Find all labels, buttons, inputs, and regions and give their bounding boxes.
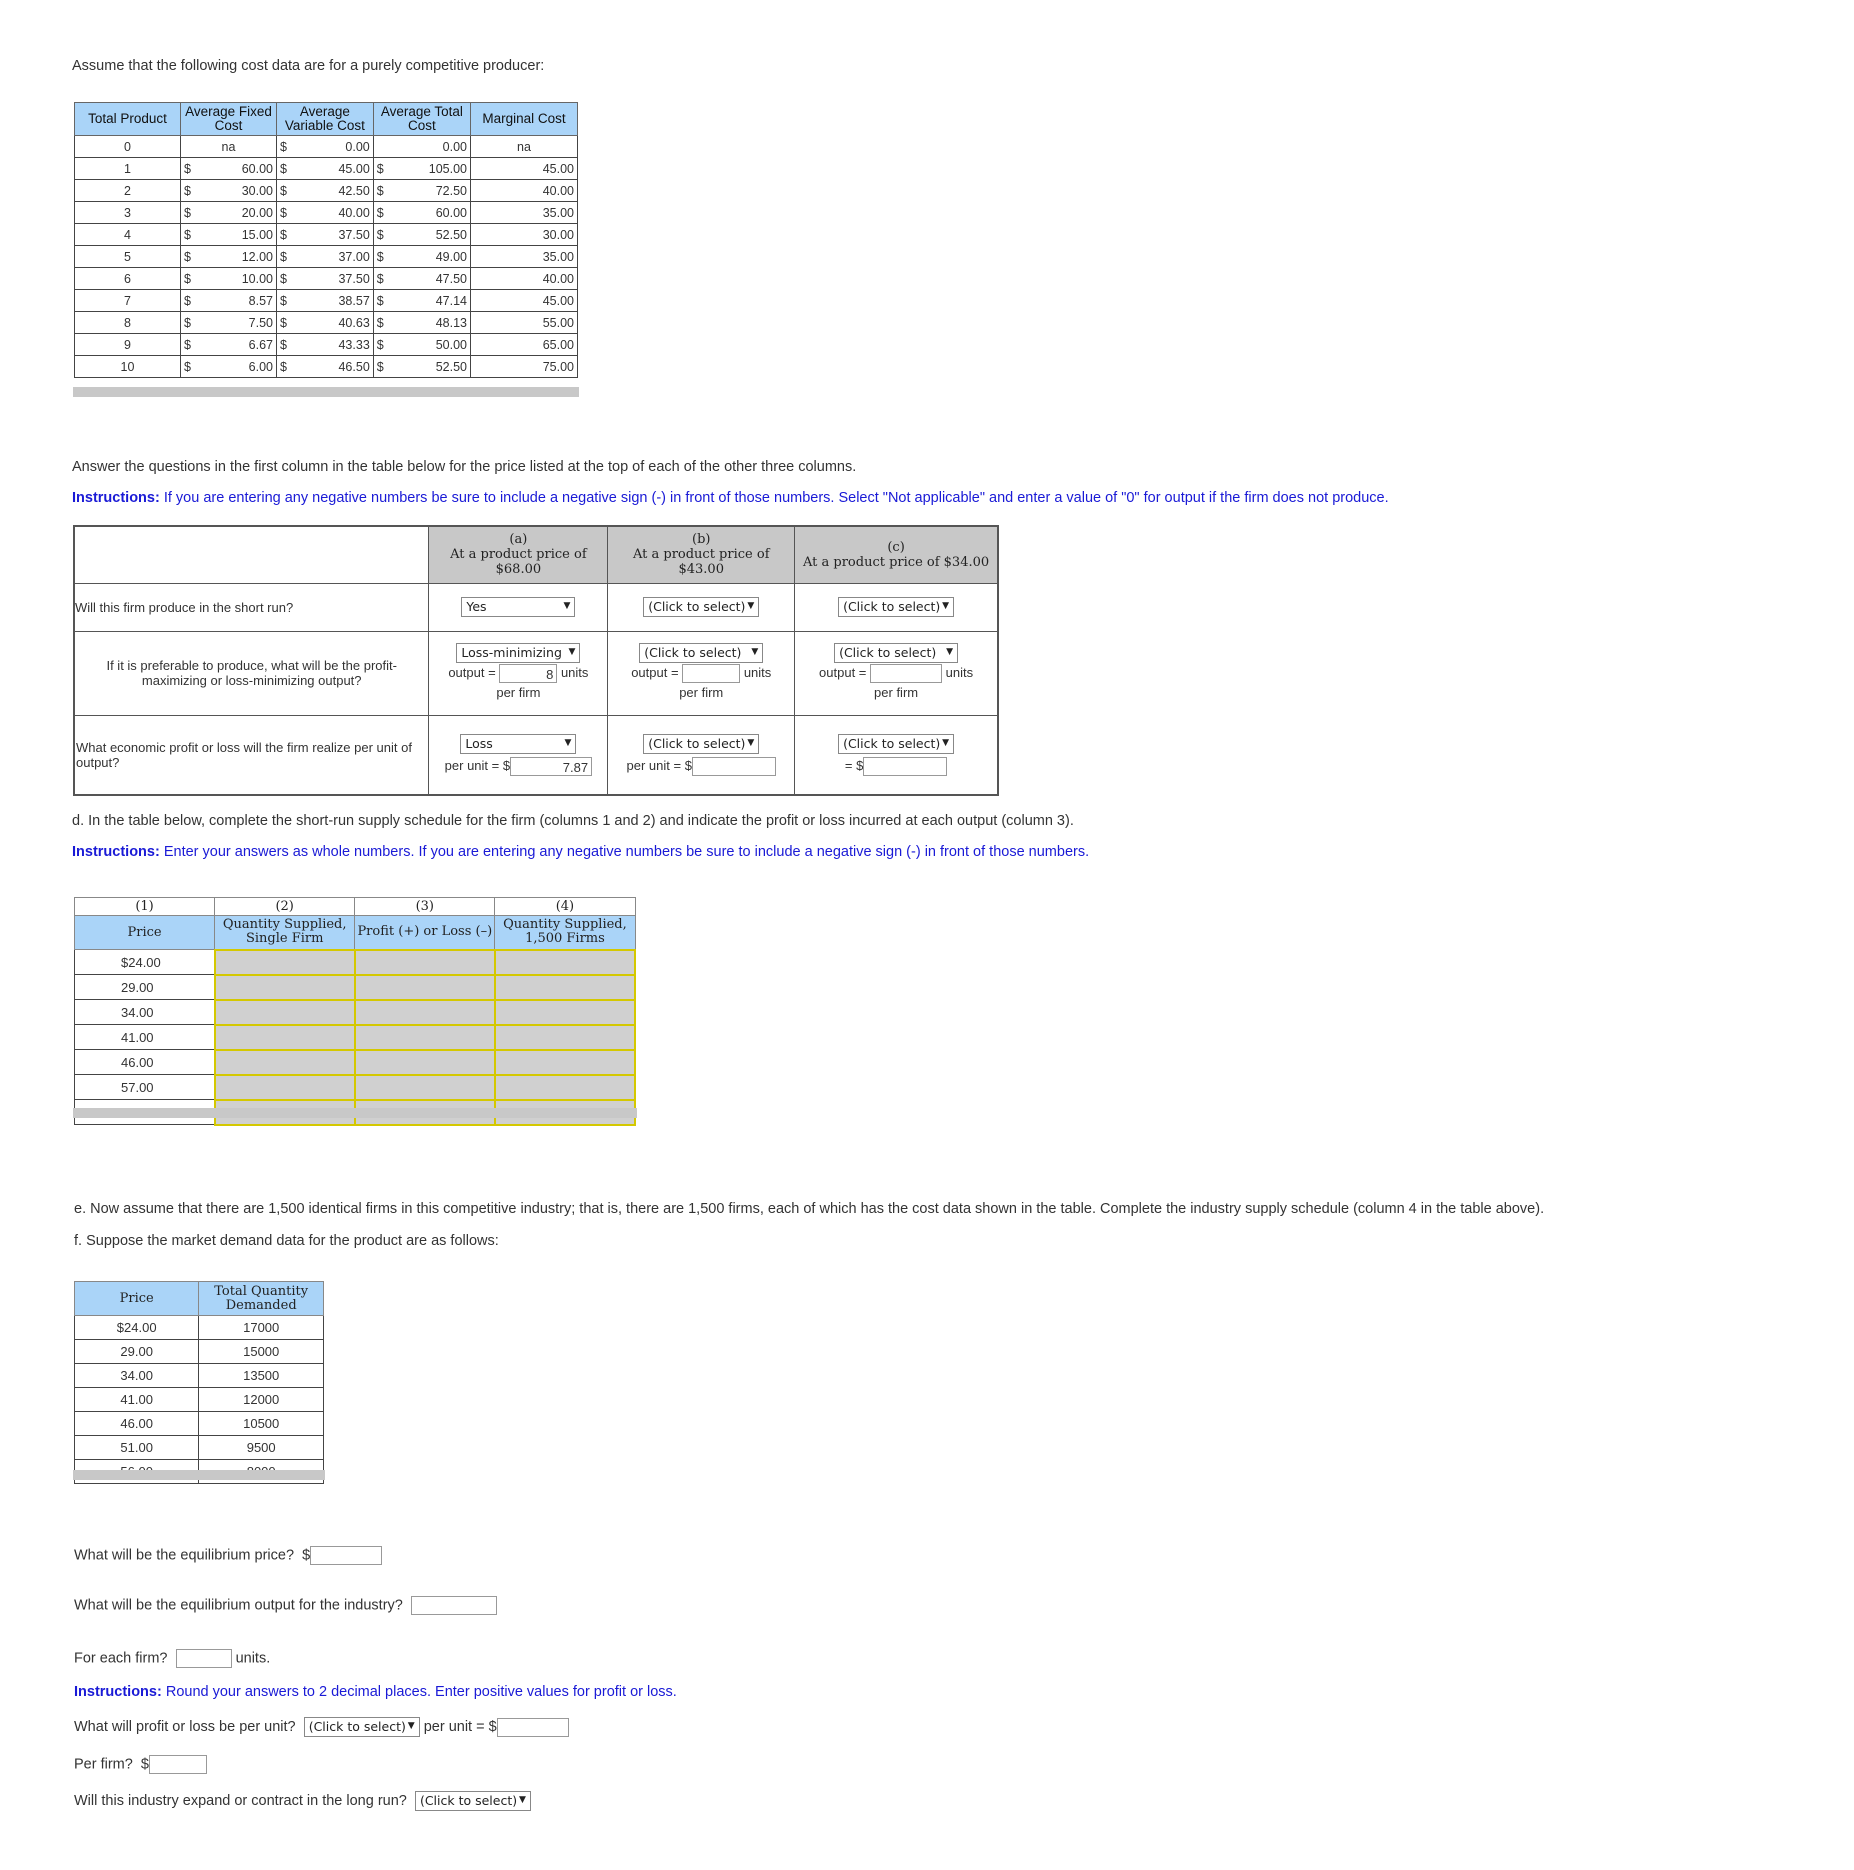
demand-header-qd: Total Quantity Demanded [199, 1282, 324, 1316]
demand-price: 41.00 [75, 1388, 199, 1412]
question-output: If it is preferable to produce, what will be the profit-maximizing or loss-minimizing output? [74, 631, 429, 715]
supply-qs-1500-input[interactable] [495, 1000, 635, 1025]
cell-atc: 47.50 [388, 268, 471, 290]
supply-qs-1500-input[interactable] [495, 1050, 635, 1075]
output-type-select-b[interactable]: (Click to select) ▼ [639, 643, 763, 663]
cell-total-product: 1 [75, 158, 181, 180]
supply-price: $24.00 [75, 950, 215, 975]
demand-price: 34.00 [75, 1364, 199, 1388]
cell-mc: 40.00 [471, 268, 578, 290]
cost-row [75, 312, 578, 334]
cell-mc: 45.00 [471, 158, 578, 180]
col4-num: (4) [495, 898, 635, 916]
instructions-2: Instructions: Enter your answers as whole numbers. If you are entering any negative numbers be sure to include a negative sign (-) in front of those numbers. [72, 844, 1090, 860]
cell-atc: 60.00 [388, 202, 471, 224]
demand-price: 29.00 [75, 1340, 199, 1364]
cell-total-product: 7 [75, 290, 181, 312]
cell-total-product: 5 [75, 246, 181, 268]
profit-unit-input[interactable] [497, 1718, 569, 1737]
supply-qs-single-input[interactable] [215, 975, 355, 1000]
supply-qs-single-input[interactable] [215, 1075, 355, 1100]
demand-price: $24.00 [75, 1316, 199, 1340]
cell-mc: 45.00 [471, 290, 578, 312]
cell-avc: 46.50 [291, 356, 373, 378]
cell-afc: 6.00 [195, 356, 276, 378]
cell-avc-dollar: $ [276, 224, 291, 246]
questions-table: (a) At a product price of $68.00 (b) At a product price of $43.00 (c) At a product price of $34.00 Will this firm produce in the short run? Yes ▼ (Click to select) ▼ (Click to select) ▼ If it is preferable to produce, what will be the profit-maximizing or loss-minimizing output? Loss-minimizing ▼ output = 8 units per firm (Click to select) ▼ output = units per firm (Click to select) ▼ output = units per firm What economic profit or loss will the firm realize per unit of output? Loss ▼ per unit = $ 7.87 (Click to select) ▼ per unit = $ (Click to select) ▼ = $ [73, 525, 999, 796]
cost-table [74, 102, 578, 378]
profit-input-a[interactable]: 7.87 [510, 757, 592, 776]
profit-select-a[interactable]: Loss ▼ [460, 734, 576, 754]
eq-price-input[interactable] [310, 1546, 382, 1565]
cell-total-product: 6 [75, 268, 181, 290]
intro-text: Assume that the following cost data are for a purely competitive producer: [72, 58, 545, 74]
supply-qs-1500-input[interactable] [495, 1025, 635, 1050]
header-afc: Average Fixed Cost [181, 103, 277, 136]
header-mc: Marginal Cost [471, 103, 578, 136]
demand-qd: 13500 [199, 1364, 324, 1388]
demand-row [75, 1316, 324, 1340]
cell-avc: 40.00 [291, 202, 373, 224]
cell-avc-dollar: $ [276, 246, 291, 268]
supply-qs-single-input[interactable] [215, 1000, 355, 1025]
cell-afc: 6.67 [195, 334, 276, 356]
cost-row [75, 202, 578, 224]
cell-atc: 48.13 [388, 312, 471, 334]
cell-atc-dollar: $ [373, 180, 388, 202]
output-input-b[interactable] [682, 664, 740, 683]
cell-afc: 60.00 [195, 158, 276, 180]
col-b-header: (b) At a product price of $43.00 [608, 526, 795, 583]
cell-avc-dollar: $ [276, 202, 291, 224]
demand-table-footer [73, 1470, 325, 1480]
output-input-c[interactable] [870, 664, 942, 683]
each-firm-question: For each firm? units. [74, 1650, 271, 1667]
cell-afc: 20.00 [195, 202, 276, 224]
supply-table [74, 897, 636, 1126]
demand-price: 51.00 [75, 1436, 199, 1460]
cell-atc-dollar: $ [373, 290, 388, 312]
cell-avc-dollar: $ [276, 290, 291, 312]
col2-num: (2) [215, 898, 355, 916]
supply-qs-1500-input[interactable] [495, 975, 635, 1000]
cell-atc-dollar: $ [373, 158, 388, 180]
cell-afc-dollar: $ [181, 202, 196, 224]
supply-row [75, 975, 636, 1000]
cell-avc-dollar: $ [276, 136, 291, 158]
supply-qs-1500-input[interactable] [495, 1075, 635, 1100]
cost-row [75, 136, 578, 158]
supply-profit-input[interactable] [355, 1025, 495, 1050]
cell-afc: 30.00 [195, 180, 276, 202]
cell-total-product: 2 [75, 180, 181, 202]
supply-profit-input[interactable] [355, 1000, 495, 1025]
d-text: d. In the table below, complete the short-run supply schedule for the firm (columns 1 and 2) and indicate the profit or loss incurred at each output (column 3). [72, 813, 1074, 829]
demand-qd: 9500 [199, 1436, 324, 1460]
header-price: Price [75, 916, 215, 950]
cost-row [75, 246, 578, 268]
cell-afc: 8.57 [195, 290, 276, 312]
profit-select-b[interactable]: (Click to select) ▼ [643, 734, 759, 754]
output-type-select-a[interactable]: Loss-minimizing ▼ [456, 643, 580, 663]
cost-row [75, 268, 578, 290]
long-run-select[interactable]: (Click to select) ▼ [415, 1791, 531, 1811]
cost-row [75, 356, 578, 378]
answer-intro: Answer the questions in the first column in the table below for the price listed at the top of each of the other three columns. [72, 459, 857, 475]
supply-price: 41.00 [75, 1025, 215, 1050]
demand-row [75, 1436, 324, 1460]
cell-atc: 72.50 [388, 180, 471, 202]
cell-mc: 75.00 [471, 356, 578, 378]
cell-total-product: 8 [75, 312, 181, 334]
supply-profit-input[interactable] [355, 1075, 495, 1100]
header-total-product: Total Product [75, 103, 181, 136]
cell-atc-dollar: $ [373, 202, 388, 224]
demand-table [74, 1281, 324, 1484]
cell-atc-dollar: $ [373, 246, 388, 268]
cell-atc-dollar: $ [373, 312, 388, 334]
output-input-a[interactable]: 8 [499, 664, 557, 683]
instructions-1: Instructions: If you are entering any negative numbers be sure to include a negative sign (-) in front of those numbers. Select "Not applicable" and enter a value of "0" for output if the firm does not produce. [72, 490, 1389, 506]
demand-qd: 10500 [199, 1412, 324, 1436]
eq-output-input[interactable] [411, 1596, 497, 1615]
col3-num: (3) [355, 898, 495, 916]
per-firm-question: Per firm? $ [74, 1755, 207, 1774]
cell-avc-dollar: $ [276, 268, 291, 290]
cost-row [75, 180, 578, 202]
demand-row [75, 1412, 324, 1436]
cell-total-product: 3 [75, 202, 181, 224]
cell-mc: 55.00 [471, 312, 578, 334]
output-type-select-c[interactable]: (Click to select) ▼ [834, 643, 958, 663]
cell-afc-dollar: $ [181, 312, 196, 334]
cell-avc: 42.50 [291, 180, 373, 202]
cell-atc: 47.14 [388, 290, 471, 312]
cell-avc: 40.63 [291, 312, 373, 334]
cell-atc: 49.00 [388, 246, 471, 268]
demand-price: 46.00 [75, 1412, 199, 1436]
cell-afc: 10.00 [195, 268, 276, 290]
supply-profit-input[interactable] [355, 950, 495, 975]
cell-atc: 0.00 [373, 136, 470, 158]
produce-select-b[interactable]: (Click to select) ▼ [643, 597, 759, 617]
question-produce: Will this firm produce in the short run? [74, 583, 429, 631]
cell-mc: 35.00 [471, 246, 578, 268]
instructions-3: Instructions: Round your answers to 2 decimal places. Enter positive values for profit or loss. [74, 1684, 677, 1700]
col-a-header: (a) At a product price of $68.00 [429, 526, 608, 583]
cell-afc: 12.00 [195, 246, 276, 268]
demand-header-price: Price [75, 1282, 199, 1316]
profit-input-b[interactable] [692, 757, 776, 776]
supply-price: 57.00 [75, 1075, 215, 1100]
cell-avc-dollar: $ [276, 312, 291, 334]
cell-total-product: 10 [75, 356, 181, 378]
cost-row [75, 158, 578, 180]
cell-atc-dollar: $ [373, 356, 388, 378]
cell-afc-dollar: $ [181, 224, 196, 246]
cell-avc: 0.00 [291, 136, 373, 158]
e-text: e. Now assume that there are 1,500 identical firms in this competitive industry; that is, there are 1,500 firms, each of which has the cost data shown in the table. Complete the industry supply schedule (column 4 in the table above). [74, 1201, 1545, 1217]
header-qs-single: Quantity Supplied, Single Firm [215, 916, 355, 950]
produce-select-c[interactable]: (Click to select) ▼ [838, 597, 954, 617]
profit-unit-select[interactable]: (Click to select) ▼ [304, 1717, 420, 1737]
supply-row [75, 1025, 636, 1050]
demand-qd: 12000 [199, 1388, 324, 1412]
cell-avc: 37.50 [291, 224, 373, 246]
cell-mc: 35.00 [471, 202, 578, 224]
eq-price-question: What will be the equilibrium price? $ [74, 1546, 382, 1565]
header-avc: Average Variable Cost [276, 103, 373, 136]
cell-avc: 37.00 [291, 246, 373, 268]
cell-atc-dollar: $ [373, 224, 388, 246]
cell-atc-dollar: $ [373, 334, 388, 356]
cell-mc: 30.00 [471, 224, 578, 246]
supply-row [75, 950, 636, 975]
supply-profit-input[interactable] [355, 975, 495, 1000]
produce-select-a[interactable]: Yes ▼ [461, 597, 575, 617]
cell-afc: na [181, 136, 277, 158]
cell-mc: na [471, 136, 578, 158]
supply-profit-input[interactable] [355, 1050, 495, 1075]
profit-unit-question: What will profit or loss be per unit? (Click to select) ▼ per unit = $ [74, 1717, 569, 1737]
supply-row [75, 1075, 636, 1100]
demand-qd: 17000 [199, 1316, 324, 1340]
cell-afc-dollar: $ [181, 246, 196, 268]
profit-input-c[interactable] [863, 757, 947, 776]
question-profit-loss: What economic profit or loss will the firm realize per unit of output? [74, 715, 429, 795]
cell-avc: 38.57 [291, 290, 373, 312]
cost-row [75, 290, 578, 312]
col1-num: (1) [75, 898, 215, 916]
cell-afc: 15.00 [195, 224, 276, 246]
supply-table-footer [73, 1108, 637, 1118]
cell-avc: 37.50 [291, 268, 373, 290]
cell-atc: 50.00 [388, 334, 471, 356]
cost-row [75, 224, 578, 246]
cell-total-product: 4 [75, 224, 181, 246]
cell-atc: 105.00 [388, 158, 471, 180]
per-firm-input[interactable] [149, 1755, 207, 1774]
cost-row [75, 334, 578, 356]
cost-table-footer [73, 387, 579, 397]
cell-afc-dollar: $ [181, 268, 196, 290]
supply-qs-single-input[interactable] [215, 1050, 355, 1075]
cell-total-product: 9 [75, 334, 181, 356]
cell-atc: 52.50 [388, 356, 471, 378]
supply-price: 29.00 [75, 975, 215, 1000]
each-firm-input[interactable] [176, 1649, 232, 1668]
cell-atc: 52.50 [388, 224, 471, 246]
cell-afc-dollar: $ [181, 290, 196, 312]
cell-afc-dollar: $ [181, 356, 196, 378]
cell-afc-dollar: $ [181, 334, 196, 356]
header-atc: Average Total Cost [373, 103, 470, 136]
demand-row [75, 1388, 324, 1412]
cell-avc-dollar: $ [276, 180, 291, 202]
cell-mc: 65.00 [471, 334, 578, 356]
cell-avc: 43.33 [291, 334, 373, 356]
cell-total-product: 0 [75, 136, 181, 158]
header-profit-loss: Profit (+) or Loss (–) [355, 916, 495, 950]
header-qs-1500: Quantity Supplied, 1,500 Firms [495, 916, 635, 950]
supply-qs-single-input[interactable] [215, 950, 355, 975]
supply-row [75, 1050, 636, 1075]
eq-output-question: What will be the equilibrium output for the industry? [74, 1596, 497, 1615]
f-text: f. Suppose the market demand data for the product are as follows: [74, 1233, 499, 1249]
supply-price: 34.00 [75, 1000, 215, 1025]
cell-afc-dollar: $ [181, 180, 196, 202]
cell-avc-dollar: $ [276, 334, 291, 356]
long-run-question: Will this industry expand or contract in the long run? (Click to select) ▼ [74, 1791, 531, 1811]
demand-row [75, 1340, 324, 1364]
demand-row [75, 1364, 324, 1388]
cell-avc: 45.00 [291, 158, 373, 180]
cell-afc-dollar: $ [181, 158, 196, 180]
cell-mc: 40.00 [471, 180, 578, 202]
cell-avc-dollar: $ [276, 356, 291, 378]
cell-atc-dollar: $ [373, 268, 388, 290]
cell-avc-dollar: $ [276, 158, 291, 180]
profit-select-c[interactable]: (Click to select) ▼ [838, 734, 954, 754]
supply-qs-1500-input[interactable] [495, 950, 635, 975]
supply-qs-single-input[interactable] [215, 1025, 355, 1050]
demand-qd: 15000 [199, 1340, 324, 1364]
supply-row [75, 1000, 636, 1025]
cell-afc: 7.50 [195, 312, 276, 334]
supply-price: 46.00 [75, 1050, 215, 1075]
col-c-header: (c) At a product price of $34.00 [795, 526, 998, 583]
